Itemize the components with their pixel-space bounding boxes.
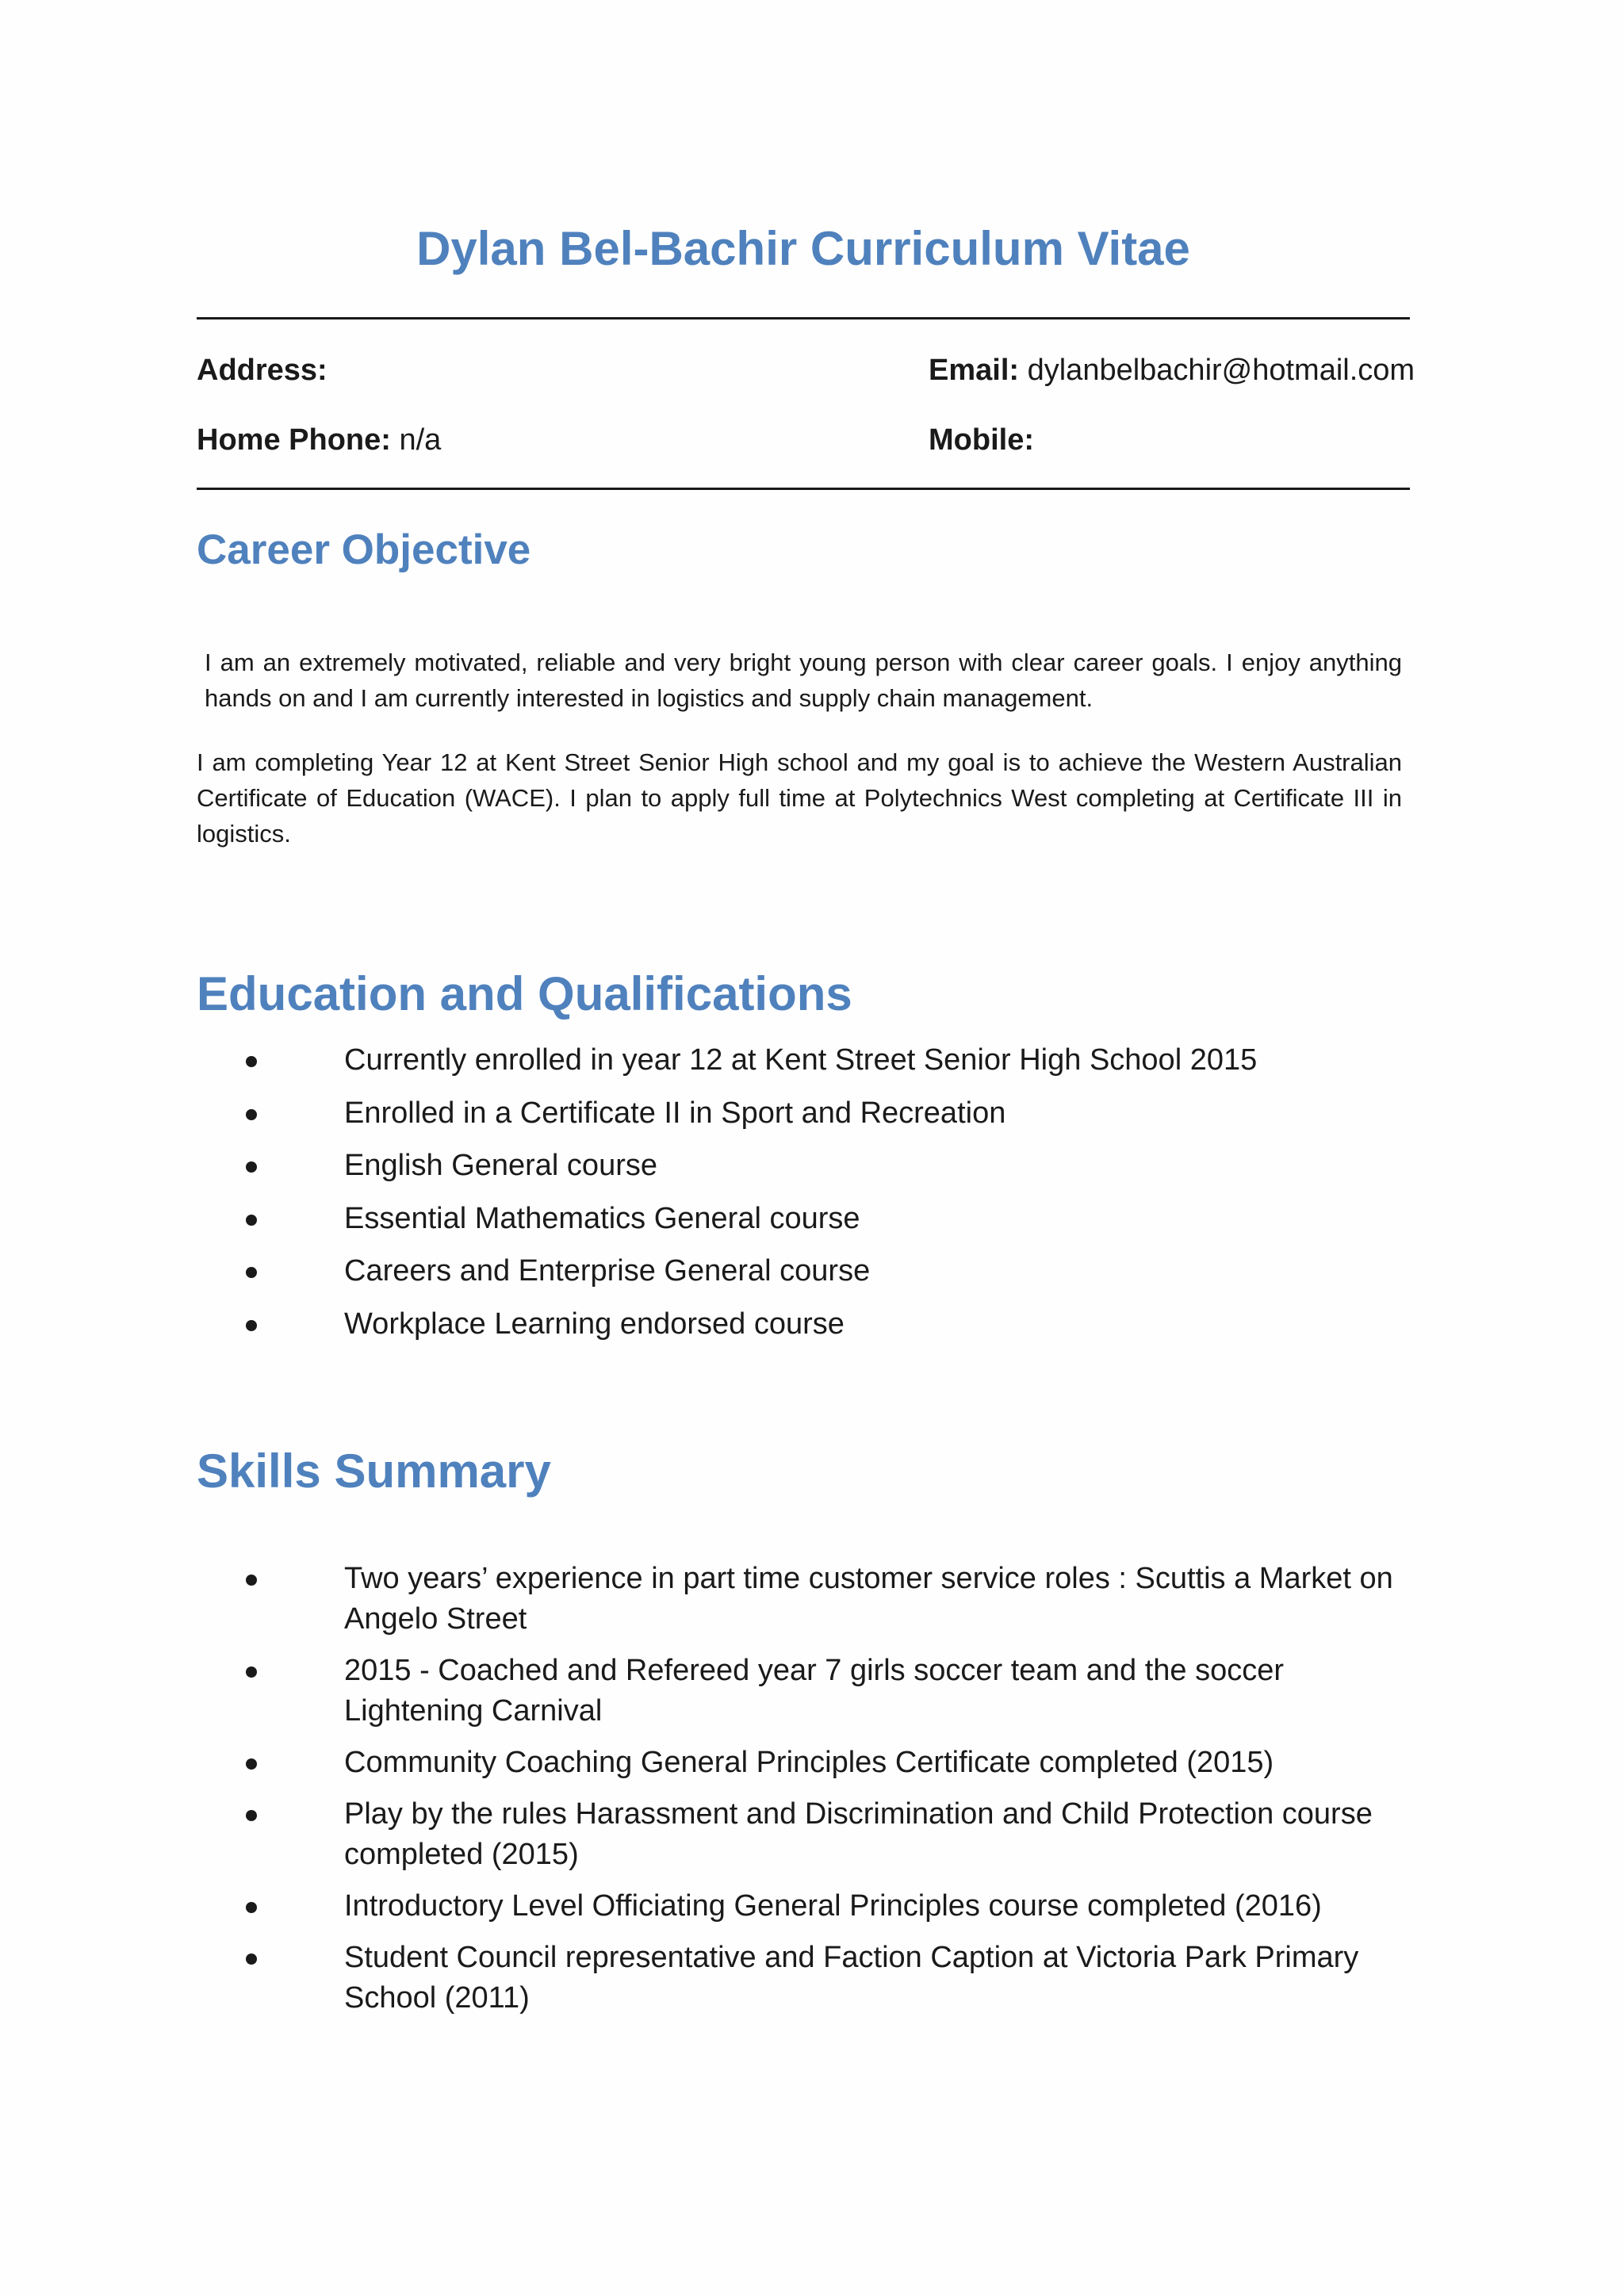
skills-item-text: Introductory Level Officiating General Principles course completed (2016): [344, 1889, 1322, 1923]
bullet-icon: [246, 1667, 257, 1678]
skills-item-text: Two years’ experience in part time customer service roles : Scuttis a Market on Angelo Street: [344, 1562, 1393, 1636]
education-item-text: English General course: [344, 1149, 657, 1183]
bottom-divider: [197, 488, 1410, 490]
education-item-text: Enrolled in a Certificate II in Sport and Recreation: [344, 1096, 1006, 1130]
skills-item-text: Play by the rules Harassment and Discrimination and Child Protection course completed (2015): [344, 1797, 1373, 1871]
skills-item-text: Student Council representative and Faction Caption at Victoria Park Primary School (2011): [344, 1941, 1359, 2015]
bullet-icon: [246, 1902, 257, 1913]
education-item-text: Essential Mathematics General course: [344, 1201, 860, 1235]
bullet-icon: [246, 1954, 257, 1965]
bullet-icon: [246, 1267, 257, 1278]
bullet-icon: [246, 1056, 257, 1067]
email-line: [929, 351, 1415, 389]
email-value: dylanbelbachir@hotmail.com: [1027, 354, 1415, 387]
education-item: [197, 1093, 1410, 1134]
skills-item: [197, 1651, 1410, 1732]
bullet-icon: [246, 1215, 257, 1226]
education-heading: Education and Qualifications: [197, 967, 852, 1020]
bullet-icon: [246, 1320, 257, 1331]
career-objective-paragraph-1: I am an extremely motivated, reliable and very bright young person with clear career goals. I enjoy anything hands on and I am currently interested in logistics and supply chain management.: [205, 649, 1402, 712]
email-label: Email:: [929, 354, 1020, 387]
skills-item-text: 2015 - Coached and Refereed year 7 girls soccer team and the soccer Lightening Carnival: [344, 1654, 1284, 1728]
skills-heading: Skills Summary: [197, 1445, 551, 1498]
skills-item: [197, 1938, 1410, 2019]
bullet-icon: [246, 1758, 257, 1770]
cv-page: [197, 0, 1415, 2296]
bullet-icon: [246, 1161, 257, 1173]
mobile-label: Mobile:: [929, 423, 1034, 457]
skills-item: [197, 1794, 1410, 1875]
education-item-text: Currently enrolled in year 12 at Kent Street Senior High School 2015: [344, 1043, 1258, 1077]
skills-item-text: Community Coaching General Principles Certificate completed (2015): [344, 1746, 1274, 1779]
mobile-line: [929, 421, 1034, 459]
home-phone-label: Home Phone:: [197, 423, 391, 457]
address-line: [197, 351, 327, 389]
education-item-text: Workplace Learning endorsed course: [344, 1307, 845, 1341]
education-item: [197, 1251, 1410, 1292]
skills-item: [197, 1559, 1410, 1640]
education-item: [197, 1146, 1410, 1186]
skills-item: [197, 1743, 1410, 1783]
bullet-icon: [246, 1109, 257, 1120]
education-item: [197, 1199, 1410, 1239]
document-title: Dylan Bel-Bachir Curriculum Vitae: [416, 222, 1190, 275]
education-list: [197, 1040, 1410, 1357]
skills-list: [197, 1559, 1410, 2030]
home-phone-line: [197, 421, 441, 459]
bullet-icon: [246, 1810, 257, 1821]
home-phone-value: n/a: [399, 423, 442, 457]
career-objective-paragraph-2: I am completing Year 12 at Kent Street Senior High school and my goal is to achieve the Western Australian Certificate of Education (WACE). I plan to apply full time at Polytechnics West completing at Certificate III in logistics.: [197, 748, 1402, 848]
education-item: [197, 1304, 1410, 1345]
address-label: Address:: [197, 354, 327, 387]
education-item: [197, 1040, 1410, 1081]
career-objective-heading: Career Objective: [197, 526, 531, 573]
skills-item: [197, 1886, 1410, 1927]
education-item-text: Careers and Enterprise General course: [344, 1254, 871, 1288]
bullet-icon: [246, 1575, 257, 1586]
top-divider: [197, 317, 1410, 320]
